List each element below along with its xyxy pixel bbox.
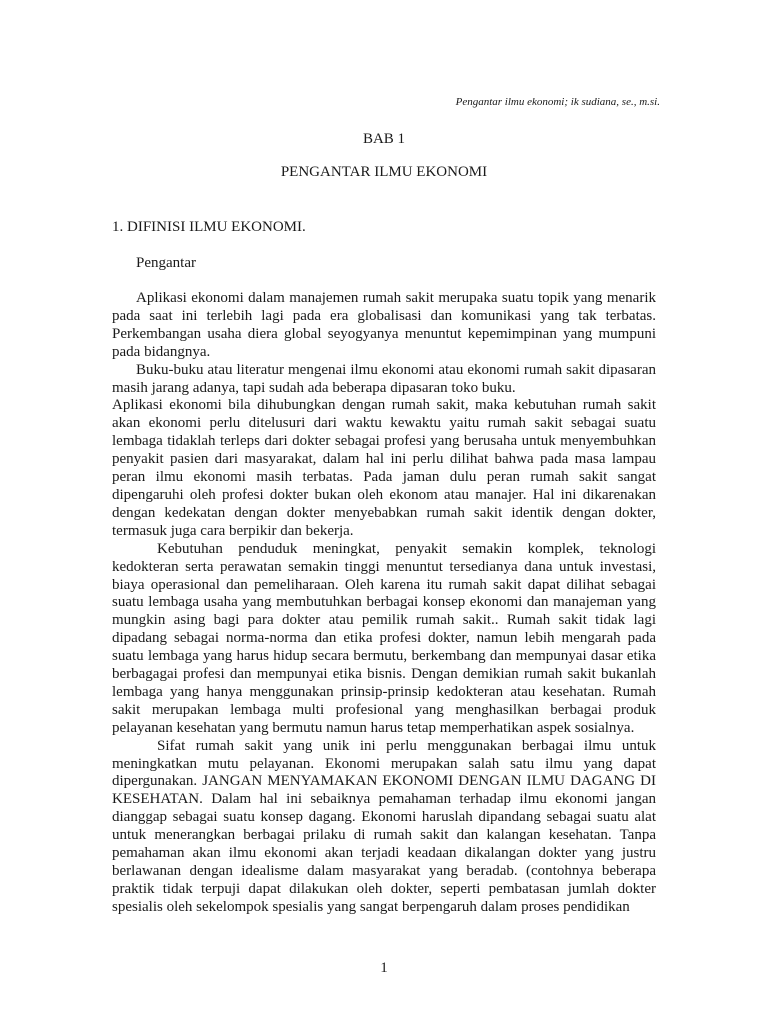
chapter-title: PENGANTAR ILMU EKONOMI [280,164,488,180]
running-header: Pengantar ilmu ekonomi; ik sudiana, se., m.si. [455,96,660,108]
body-paragraph: Aplikasi ekonomi dalam manajemen rumah sakit merupaka suatu topik yang menarik pada saat ini terlebih lagi pada era globalisasi dan komunikasi yang tak terbatas. Perkembangan usaha diera global seyogyanya menuntut kepemimpinan yang mumpuni pada bidangnya. [112,290,656,360]
body-paragraph: Kebutuhan penduduk meningkat, penyakit semakin komplek, teknologi kedokteran serta perawatan semakin tinggi menuntut tersedianya dana untuk investasi, biaya operasional dan pemeliharaan. Oleh karena itu rumah sakit dapat dilihat sebagai suatu lembaga usaha yang membutuhkan berbagai konsep ekonomi dan manajeman yang mungkin asing bagi para dokter atau pemilik rumah sakit.. Rumah sakit tidak lagi dipadang sebagai norma-norma dan etika profesi dokter, namun lebih mengarah pada suatu lembaga yang harus hidup secara bermutu, berkembang dan mempunyai dasar etika berbagagai profesi dan mempunyai etika bisnis. Dengan demikian rumah sakit bukanlah lembaga yang hanya menggunakan prinsip-prinsip kedokteran atau kesehatan. Rumah sakit merupakan lembaga multi profesional yang menghasilkan berbagai produk pelayanan kesehatan yang bermutu namun harus tetap memperhatikan aspek sosialnya. [112,540,656,736]
body-paragraph: Buku-buku atau literatur mengenai ilmu ekonomi atau ekonomi rumah sakit dipasaran masih jarang adanya, tapi sudah ada beberapa dipasaran toko buku. [112,361,656,396]
body-text [112,290,656,917]
section-subheading: Pengantar [136,255,196,271]
page-number: 1 [380,960,388,976]
chapter-number: BAB 1 [362,131,406,147]
body-paragraph: Aplikasi ekonomi bila dihubungkan dengan rumah sakit, maka kebutuhan rumah sakit akan ekonomi perlu ditelusuri dari waktu kewaktu yaitu rumah sakit sebagai suatu lembaga tidaklah terleps dari dokter sebagai profesi yang berusaha untuk menyembuhkan penyakit pasien dari masyarakat, dalam hal ini perlu dilihat bahwa pada masa lampau peran ilmu ekonomi masih terbatas. Pada jaman dulu peran rumah sakit sangat dipengaruhi oleh profesi dokter bukan oleh ekonom atau manajer. Hal ini dikarenakan dengan kedekatan dengan dokter menyebabkan rumah sakit identik dengan dokter, termasuk juga cara berpikir dan bekerja. [112,397,656,539]
body-paragraph: Sifat rumah sakit yang unik ini perlu menggunakan berbagai ilmu untuk meningkatkan mutu pelayanan. Ekonomi merupakan salah satu ilmu yang dapat dipergunakan. JANGAN MENYAMAKAN EKONOMI DENGAN ILMU DAGANG DI KESEHATAN. Dalam hal ini sebaiknya pemahaman terhadap ilmu ekonomi jangan dianggap sebagai suatu konsep dagang. Ekonomi haruslah dipandang sebagai suatu alat untuk menerangkan berbagai prilaku di rumah sakit dan kalangan kesehatan. Tanpa pemahaman akan ilmu ekonomi akan terjadi keadaan dikalangan dokter yang justru berlawanan dengan idealisme dalam masyarakat yang beradab. (contohnya beberapa praktik tidak terpuji dapat dilakukan oleh dokter, seperti pembatasan jumlah dokter spesialis oleh sekelompok spesialis yang sangat berpengaruh dalam proses pendidikan [112,737,656,915]
section-heading: 1. DIFINISI ILMU EKONOMI. [112,219,306,235]
